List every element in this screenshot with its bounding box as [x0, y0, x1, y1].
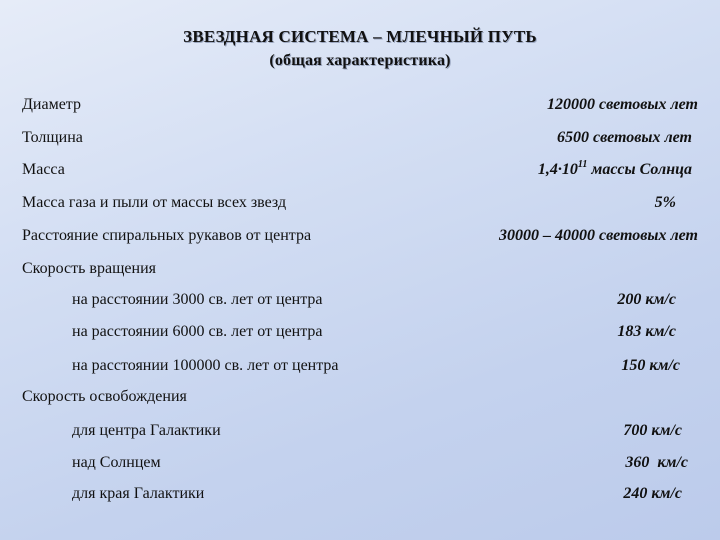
- rotation-heading: [0, 260, 720, 284]
- item-label: над Солнцем: [72, 454, 161, 471]
- escape-item: [0, 454, 720, 478]
- item-value: 240 км/с: [623, 485, 682, 502]
- item-value: 183 км/с: [617, 323, 676, 340]
- item-value: 150 км/с: [621, 357, 680, 374]
- slide-title: ЗВЕЗДНАЯ СИСТЕМА – МЛЕЧНЫЙ ПУТЬ: [183, 27, 537, 46]
- row-value: 5%: [654, 194, 676, 211]
- row-value: 6500 световых лет: [557, 129, 692, 146]
- slide-subtitle: (общая характеристика): [269, 52, 451, 69]
- row-label: Диаметр: [22, 96, 81, 113]
- row-value: 30000 – 40000 световых лет: [499, 227, 698, 244]
- rotation-item: [0, 323, 720, 347]
- row-gas-dust: [0, 194, 720, 218]
- item-value: 360 км/с: [625, 454, 688, 471]
- item-label: для центра Галактики: [72, 422, 221, 439]
- row-label: Масса: [22, 161, 65, 178]
- row-value: 120000 световых лет: [547, 96, 698, 113]
- row-label: Масса газа и пыли от массы всех звезд: [22, 194, 287, 211]
- item-value: 700 км/с: [623, 422, 682, 439]
- row-thickness: [0, 129, 720, 153]
- rotation-item: [0, 291, 720, 315]
- item-label: для края Галактики: [72, 485, 205, 502]
- row-spiral-arms: [0, 227, 720, 251]
- item-value: 200 км/с: [617, 291, 676, 308]
- item-label: на расстоянии 3000 св. лет от центра: [72, 291, 323, 308]
- item-label: на расстоянии 6000 св. лет от центра: [72, 323, 323, 340]
- row-mass: [0, 161, 720, 185]
- section-heading: Скорость освобождения: [22, 388, 187, 405]
- row-value: [538, 161, 692, 179]
- row-label: Расстояние спиральных рукавов от центра: [22, 227, 312, 244]
- rotation-item: [0, 357, 720, 381]
- escape-item: [0, 485, 720, 509]
- item-label: на расстоянии 100000 св. лет от центра: [72, 357, 339, 374]
- mass-value-exponent: 11: [577, 159, 588, 170]
- row-label: Толщина: [22, 129, 83, 146]
- escape-heading: [0, 388, 720, 412]
- mass-value-suffix: массы Солнца: [587, 161, 692, 178]
- escape-item: [0, 422, 720, 446]
- mass-value-prefix: 1,4·10: [537, 161, 578, 178]
- section-heading: Скорость вращения: [22, 260, 156, 277]
- row-diameter: [0, 96, 720, 120]
